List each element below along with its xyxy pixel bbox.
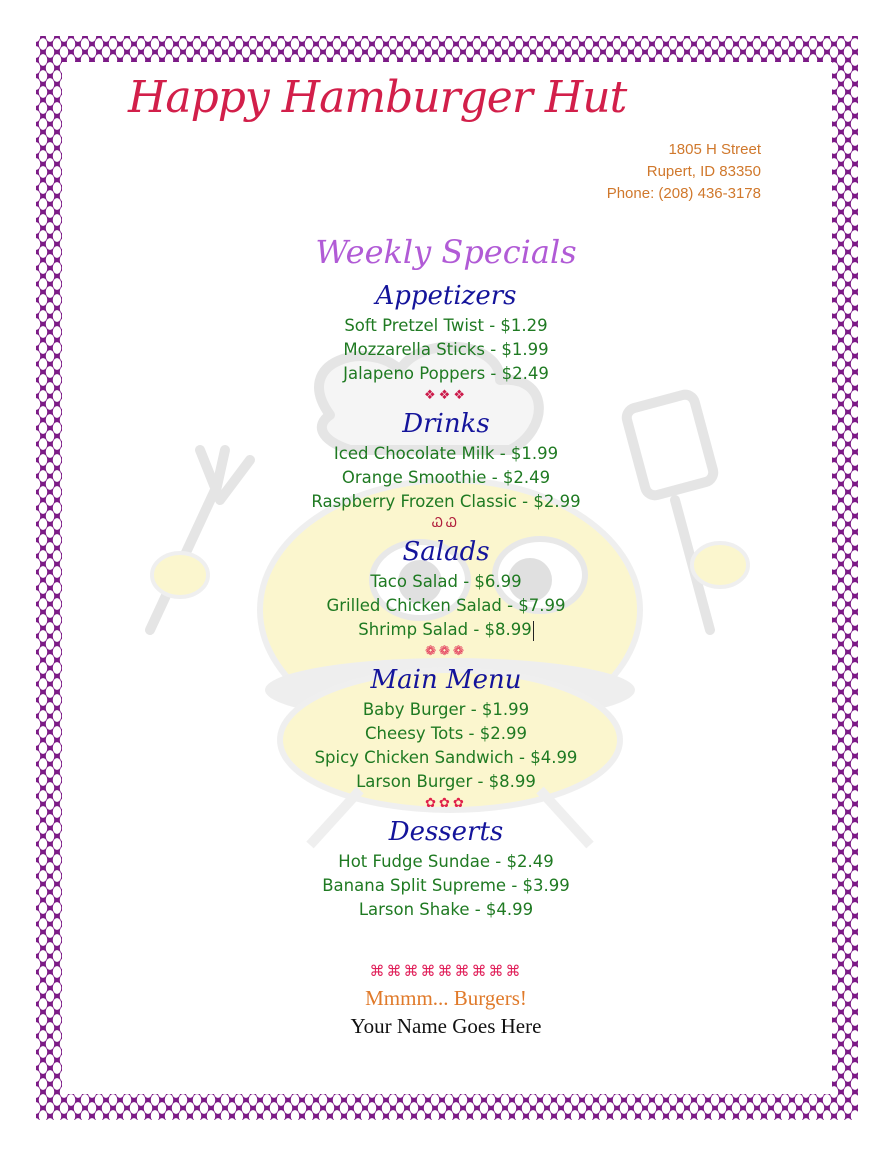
menu-item-text: Shrimp Salad - $8.99 <box>358 620 532 639</box>
ornament-divider: ❖❖❖ <box>424 388 468 403</box>
restaurant-address <box>607 139 761 205</box>
phone-number: Phone: (208) 436-3178 <box>606 185 761 202</box>
menu-item: Hot Fudge Sundae - $2.49 <box>338 852 554 871</box>
ornament-divider: ✿✿✿ <box>425 796 467 811</box>
tagline: Mmmm... Burgers! <box>365 986 527 1010</box>
right-hand <box>692 543 748 587</box>
weekly-specials-heading: Weekly Specials <box>315 233 577 271</box>
menu-item: Jalapeno Poppers - $2.49 <box>343 364 549 383</box>
address-line-1: 1805 H Street <box>668 141 761 158</box>
section-title-main-menu: Main Menu <box>370 665 522 695</box>
text-cursor <box>533 621 534 641</box>
address-line-2: Rupert, ID 83350 <box>646 163 761 180</box>
ornament-divider: ❁❁❁ <box>425 644 467 659</box>
section-drinks <box>196 406 696 534</box>
menu-item: Grilled Chicken Salad - $7.99 <box>326 596 566 615</box>
section-title-desserts: Desserts <box>388 817 504 847</box>
spacer <box>196 922 696 958</box>
menu-item: Taco Salad - $6.99 <box>370 572 522 591</box>
menu-item: Raspberry Frozen Classic - $2.99 <box>311 492 581 511</box>
section-desserts <box>196 814 696 922</box>
footer-ornament-divider: ⌘⌘⌘⌘⌘⌘⌘⌘⌘ <box>369 962 523 980</box>
section-appetizers <box>196 278 696 406</box>
section-title-salads: Salads <box>402 537 490 567</box>
menu-item: Spicy Chicken Sandwich - $4.99 <box>314 748 578 767</box>
menu-item-with-cursor <box>196 618 696 642</box>
menu-item: Larson Shake - $4.99 <box>358 900 534 919</box>
menu-item: Larson Burger - $8.99 <box>356 772 536 791</box>
section-title-appetizers: Appetizers <box>375 281 517 311</box>
menu-content <box>196 226 696 1040</box>
menu-item: Banana Split Supreme - $3.99 <box>322 876 570 895</box>
menu-item: Baby Burger - $1.99 <box>362 700 530 719</box>
section-salads <box>196 534 696 662</box>
menu-item: Soft Pretzel Twist - $1.29 <box>344 316 548 335</box>
menu-item: Iced Chocolate Milk - $1.99 <box>333 444 559 463</box>
section-title-drinks: Drinks <box>402 409 490 439</box>
section-main-menu <box>196 662 696 814</box>
ornament-divider: ᏇᏇ <box>432 516 460 531</box>
menu-item: Mozzarella Sticks - $1.99 <box>343 340 549 359</box>
menu-item: Cheesy Tots - $2.99 <box>364 724 527 743</box>
restaurant-name: Happy Hamburger Hut <box>128 72 627 123</box>
signature-placeholder: Your Name Goes Here <box>350 1014 542 1038</box>
menu-item: Orange Smoothie - $2.49 <box>341 468 551 487</box>
